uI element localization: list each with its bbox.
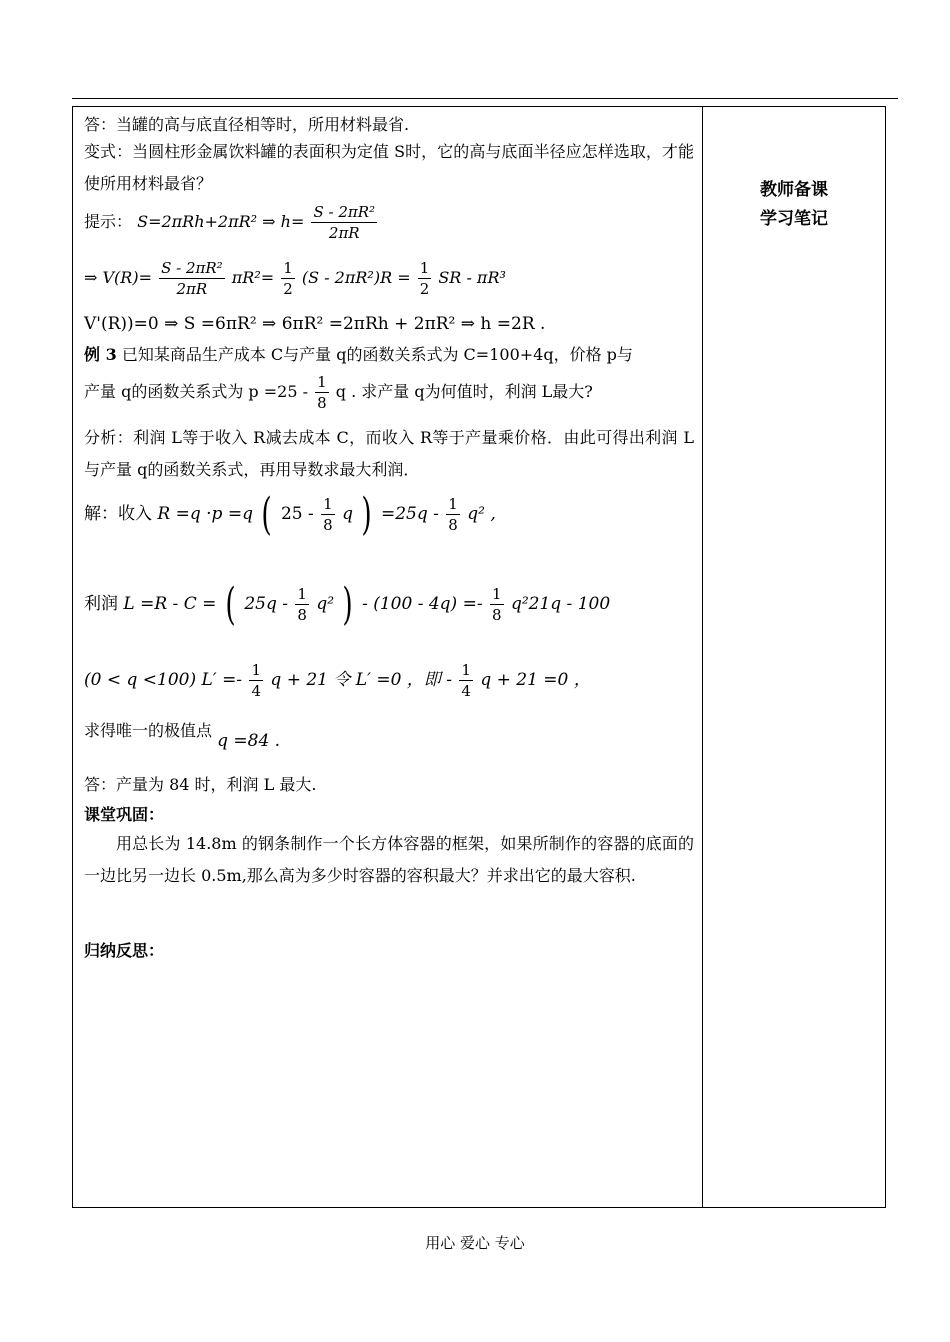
example-3-text-1: 已知某商品生产成本 C与产量 q的函数关系式为 C=100+4q，价格 p与 bbox=[121, 345, 633, 364]
sol-eq-d: =25q - bbox=[380, 504, 439, 524]
sol-frac-1: $\frac{1}{8}$ bbox=[323, 495, 333, 534]
extreme-equation: q =84 . bbox=[217, 731, 281, 751]
sol-eq-e: q² , bbox=[467, 504, 496, 524]
profit-b: 25q - bbox=[244, 594, 289, 614]
column-divider bbox=[702, 106, 703, 1208]
sol-eq-b: 25 - bbox=[280, 504, 314, 524]
profit-c: q² bbox=[316, 594, 335, 614]
eq2-half-1: $\frac{1}{2}$ bbox=[283, 259, 293, 298]
side-label-2: 学习笔记 bbox=[760, 209, 828, 229]
hint-frac-num: S - 2πR² bbox=[313, 203, 376, 221]
side-notes-column bbox=[704, 176, 884, 234]
revenue-equation bbox=[84, 488, 496, 540]
eq2-frac-den: 2πR bbox=[176, 280, 208, 298]
derivative-condition: V'(R))=0 ⇒ S =6πR² ⇒ 6πR² =2πRh + 2πR² ⇒ h =2R . bbox=[84, 314, 546, 334]
example-3-text-2a: 产量 q的函数关系式为 p =25 - bbox=[84, 382, 309, 401]
side-label-1: 教师备课 bbox=[760, 180, 828, 200]
answer-1: 答：当罐的高与底直径相等时，所用材料最省. bbox=[84, 115, 410, 134]
eq2-part2: SR - πR³ bbox=[438, 268, 506, 287]
sol-eq-a: R =q ·p =q bbox=[157, 504, 253, 524]
profit-frac-1: $\frac{1}{8}$ bbox=[297, 585, 307, 624]
deriv-a: (0 < q <100) L′ =- bbox=[84, 670, 243, 690]
hint-fraction bbox=[311, 202, 377, 243]
profit-a: L =R - C = bbox=[123, 594, 217, 614]
eq2-left: ⇒ V(R)= bbox=[84, 268, 152, 287]
eq2-mid: πR²= bbox=[231, 268, 275, 287]
deriv-frac-2: $\frac{1}{4}$ bbox=[461, 661, 471, 700]
profit-frac-2: $\frac{1}{8}$ bbox=[491, 585, 502, 624]
example-3-line-2 bbox=[84, 372, 593, 413]
sol-frac-2: $\frac{1}{8}$ bbox=[448, 495, 458, 534]
eq2-frac-num: S - 2πR² bbox=[161, 259, 223, 277]
extreme-point-line bbox=[84, 718, 281, 751]
consolidate-title: 课堂巩固： bbox=[84, 805, 165, 824]
profit-e: q²21q - 100 bbox=[510, 594, 611, 614]
example-3-text-2b: q . 求产量 q为何值时，利润 L最大? bbox=[335, 382, 593, 401]
right-paren: ) bbox=[361, 488, 373, 540]
solution-label: 解：收入 bbox=[84, 504, 152, 524]
deriv-b: q + 21 令 L′ =0 ，即 - bbox=[270, 670, 452, 690]
profit-right-paren: ) bbox=[342, 578, 354, 630]
example-3-label: 例 3 bbox=[84, 345, 117, 364]
header-rule bbox=[72, 98, 898, 99]
example-3-line-1 bbox=[84, 342, 633, 365]
profit-d: - (100 - 4q) =- bbox=[362, 594, 483, 614]
extreme-label: 求得唯一的极值点 bbox=[84, 721, 213, 740]
eq2-part1: (S - 2πR²)R = bbox=[301, 268, 411, 287]
hint-equation bbox=[84, 202, 379, 243]
profit-equation bbox=[84, 578, 611, 630]
deriv-c: q + 21 =0 ， bbox=[480, 670, 591, 690]
reflection-title: 归纳反思： bbox=[84, 941, 165, 960]
derivative-equation bbox=[84, 660, 591, 701]
volume-equation bbox=[84, 258, 506, 299]
left-paren: ( bbox=[261, 488, 273, 540]
sol-eq-c: q bbox=[342, 504, 353, 524]
hint-eq-left: S=2πRh+2πR² ⇒ h= bbox=[137, 212, 305, 231]
eq2-fraction bbox=[159, 258, 225, 299]
profit-label: 利润 bbox=[84, 594, 118, 614]
variant-question: 变式：当圆柱形金属饮料罐的表面积为定值 S时，它的高与底面半径应怎样选取，才能使所用材料最省？ bbox=[84, 142, 694, 193]
answer-2: 答：产量为 84 时，利润 L 最大. bbox=[84, 775, 317, 794]
ex3-fraction: $\frac{1}{8}$ bbox=[317, 373, 327, 412]
analysis: 分析：利润 L等于收入 R减去成本 C，而收入 R等于产量乘价格．由此可得出利润 L与产量 q的函数关系式，再用导数求最大利润． bbox=[84, 428, 694, 479]
page-footer: 用心 爱心 专心 bbox=[425, 1234, 525, 1252]
hint-label: 提示： bbox=[84, 212, 133, 231]
hint-frac-den: 2πR bbox=[328, 224, 360, 242]
deriv-frac-1: $\frac{1}{4}$ bbox=[251, 661, 262, 700]
consolidate-problem: 用总长为 14.8m 的钢条制作一个长方体容器的框架，如果所制作的容器的底面的一边比另一边长 0.5m,那么高为多少时容器的容积最大？并求出它的最大容积. bbox=[84, 834, 694, 885]
eq2-half-2: $\frac{1}{2}$ bbox=[419, 259, 430, 298]
profit-left-paren: ( bbox=[225, 578, 236, 630]
